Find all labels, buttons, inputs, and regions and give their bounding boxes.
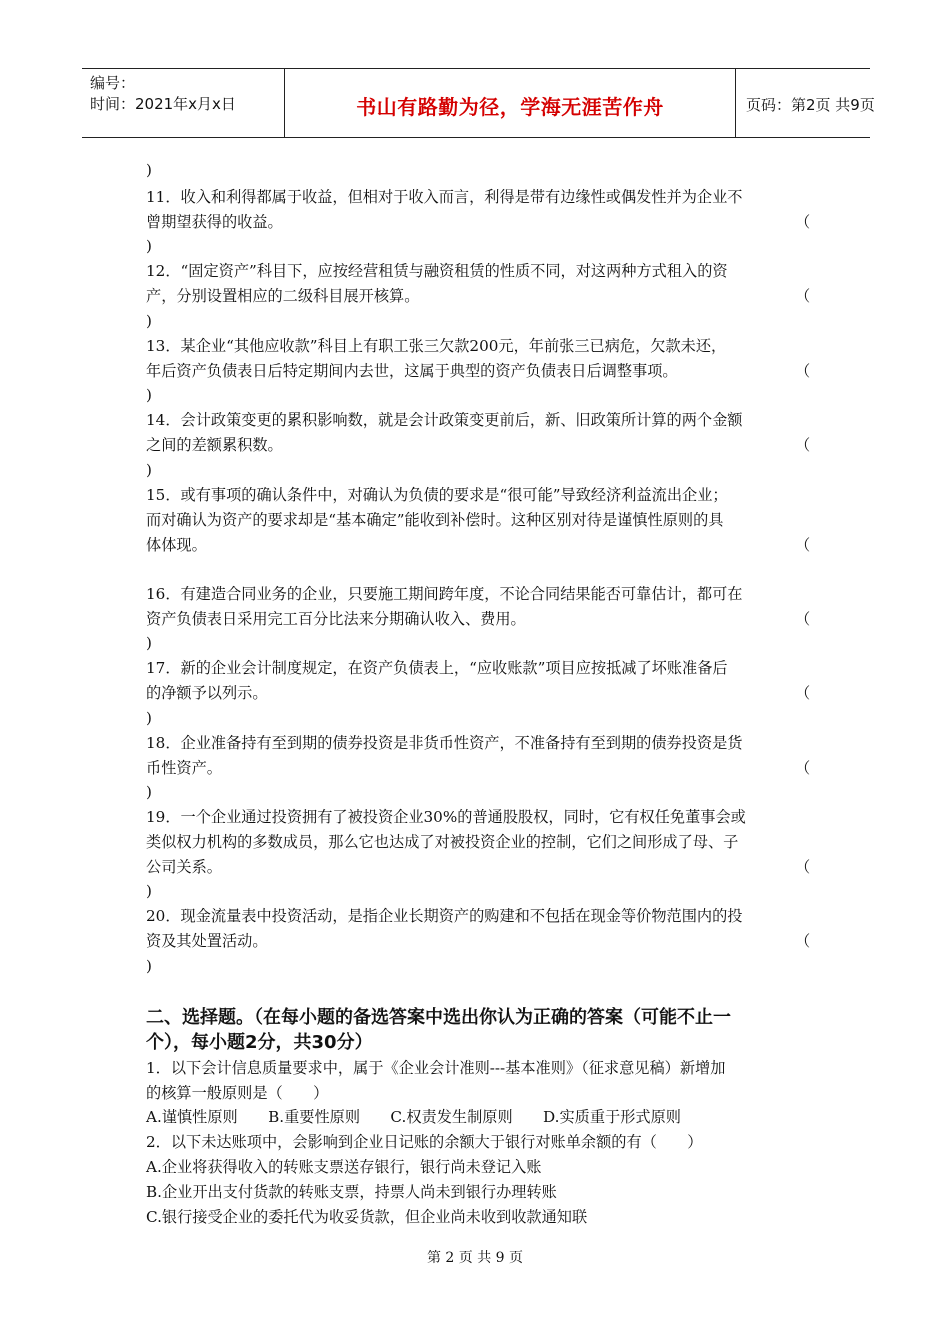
text-line: ) (146, 709, 152, 727)
text-line: 资及其处置活动。 (146, 932, 268, 950)
choice-options: A.谨慎性原则 B.重要性原则 C.权责发生制原则 D.实质重于形式原则 (146, 1108, 681, 1126)
answer-paren: （ (795, 759, 811, 777)
text-line: ) (146, 957, 152, 975)
text-line: ) (146, 882, 152, 900)
answer-paren: （ (795, 362, 811, 380)
text-line: 而对确认为资产的要求却是“基本确定”能收到补偿时。这种区别对待是谨慎性原则的具 (146, 511, 724, 529)
answer-paren: （ (795, 213, 811, 231)
text-line: 体体现。 (146, 536, 207, 554)
text-line: 年后资产负债表日后特定期间内去世，这属于典型的资产负债表日后调整事项。 (146, 362, 678, 380)
question-19: 19．一个企业通过投资拥有了被投资企业30%的普通股股权，同时，它有权任免董事会或 (146, 808, 746, 826)
text-line: ) (146, 461, 152, 479)
answer-paren: （ (795, 536, 811, 554)
text-line: 资产负债表日采用完工百分比法来分期确认收入、费用。 (146, 610, 526, 628)
answer-paren: （ (795, 684, 811, 702)
header-page-cell (736, 69, 875, 137)
text-line: 的核算一般原则是（ ） (146, 1084, 329, 1102)
question-18: 18．企业准备持有至到期的债券投资是非货币性资产，不准备持有至到期的债券投资是货 (146, 734, 743, 752)
document-header (82, 68, 875, 138)
text-line: 曾期望获得的收益。 (146, 213, 283, 231)
text-line: ) (146, 783, 152, 801)
text-line: ) (146, 634, 152, 652)
text-line: ) (146, 312, 152, 330)
text-line: ) (146, 386, 152, 404)
choice-question-2: 2．以下未达账项中，会影响到企业日记账的余额大于银行对账单余额的有（ ） (146, 1133, 703, 1151)
header-motto-cell (284, 69, 736, 137)
text-line: 之间的差额累积数。 (146, 436, 283, 454)
text-line: 币性资产。 (146, 759, 222, 777)
choice-option-c: C.银行接受企业的委托代为收妥货款，但企业尚未收到收款通知联 (146, 1208, 588, 1226)
text-line: 的净额予以列示。 (146, 684, 268, 702)
time-label: 时间：2021年x月x日 (90, 95, 236, 113)
question-17: 17．新的企业会计制度规定，在资产负债表上，“应收账款”项目应按抵减了坏账准备后 (146, 659, 728, 677)
motto: 书山有路勤为径，学海无涯苦作舟 (356, 95, 664, 119)
section-heading: 个），每小题2分，共30分） (146, 1032, 373, 1053)
text-line: ) (146, 237, 152, 255)
number-label: 编号： (90, 74, 136, 92)
question-11: 11．收入和利得都属于收益，但相对于收入而言，利得是带有边缘性或偶发性并为企业不 (146, 188, 743, 206)
text-line: 产，分别设置相应的二级科目展开核算。 (146, 287, 420, 305)
page-footer: 第 2 页 共 9 页 (426, 1250, 524, 1266)
text-line: 类似权力机构的多数成员，那么它也达成了对被投资企业的控制，它们之间形成了母、子 (146, 833, 739, 851)
answer-paren: （ (795, 287, 811, 305)
choice-option-b: B.企业开出支付货款的转账支票，持票人尚未到银行办理转账 (146, 1183, 557, 1201)
answer-paren: （ (795, 610, 811, 628)
question-12: 12．“固定资产”科目下，应按经营租赁与融资租赁的性质不同，对这两种方式租入的资 (146, 262, 728, 280)
section-heading: 二、选择题。（在每小题的备选答案中选出你认为正确的答案（可能不止一 (146, 1007, 731, 1028)
answer-paren: （ (795, 436, 811, 454)
answer-paren: （ (795, 932, 811, 950)
page-label: 页码：第2页 共9页 (746, 96, 875, 114)
header-meta-cell (82, 69, 284, 137)
question-20: 20．现金流量表中投资活动，是指企业长期资产的购建和不包括在现金等价物范围内的投 (146, 907, 743, 925)
choice-question-1: 1．以下会计信息质量要求中，属于《企业会计准则---基本准则》（征求意见稿）新增加 (146, 1059, 726, 1077)
question-13: 13．某企业“其他应收款”科目上有职工张三欠款200元，年前张三已病危，欠款未还， (146, 337, 727, 355)
answer-paren: （ (795, 858, 811, 876)
text-line: ) (146, 161, 152, 179)
choice-option-a: A.企业将获得收入的转账支票送存银行，银行尚未登记入账 (146, 1158, 542, 1176)
question-15: 15．或有事项的确认条件中，对确认为负债的要求是“很可能”导致经济利益流出企业； (146, 486, 728, 504)
question-16: 16．有建造合同业务的企业，只要施工期间跨年度，不论合同结果能否可靠估计，都可在 (146, 585, 743, 603)
text-line: 公司关系。 (146, 858, 222, 876)
question-14: 14．会计政策变更的累积影响数，就是会计政策变更前后，新、旧政策所计算的两个金额 (146, 411, 743, 429)
